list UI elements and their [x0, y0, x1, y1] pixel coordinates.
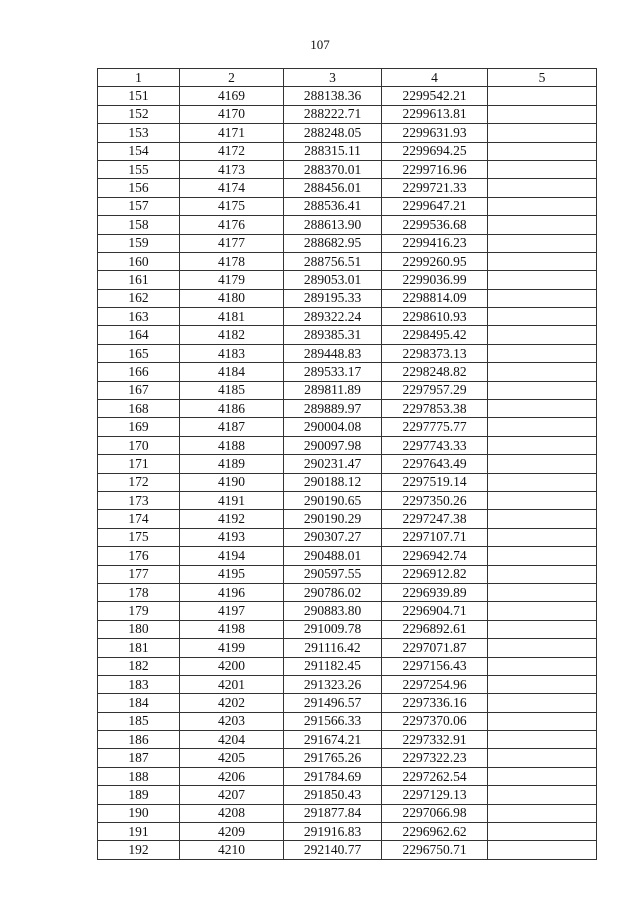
table-row [98, 252, 597, 270]
table-cell [488, 528, 597, 546]
table-cell: 4178 [180, 252, 284, 270]
table-cell: 2299694.25 [382, 142, 488, 160]
table-row [98, 694, 597, 712]
table-cell: 4169 [180, 87, 284, 105]
table-cell: 2299536.68 [382, 216, 488, 234]
table-cell: 192 [98, 841, 180, 859]
table-cell: 180 [98, 620, 180, 638]
table-cell: 291182.45 [284, 657, 382, 675]
table-cell [488, 400, 597, 418]
table-cell: 291916.83 [284, 823, 382, 841]
table-cell: 290786.02 [284, 583, 382, 601]
table-cell: 158 [98, 216, 180, 234]
table-cell [488, 767, 597, 785]
table-cell: 4209 [180, 823, 284, 841]
table-cell [488, 823, 597, 841]
table-row [98, 804, 597, 822]
table-cell: 173 [98, 491, 180, 509]
table-cell: 155 [98, 160, 180, 178]
table-cell: 2297350.26 [382, 491, 488, 509]
table-cell [488, 124, 597, 142]
table-cell: 289195.33 [284, 289, 382, 307]
table-row [98, 510, 597, 528]
table-cell: 2297254.96 [382, 675, 488, 693]
table-cell: 2296904.71 [382, 602, 488, 620]
table-cell: 2299716.96 [382, 160, 488, 178]
table-cell: 4170 [180, 105, 284, 123]
table-cell [488, 786, 597, 804]
table-cell: 2297107.71 [382, 528, 488, 546]
table-cell [488, 216, 597, 234]
table-cell: 4205 [180, 749, 284, 767]
table-row [98, 786, 597, 804]
table-cell: 174 [98, 510, 180, 528]
table-cell: 4202 [180, 694, 284, 712]
table-cell: 289322.24 [284, 308, 382, 326]
table-cell [488, 491, 597, 509]
table-cell: 153 [98, 124, 180, 142]
table-cell: 4177 [180, 234, 284, 252]
table-cell [488, 105, 597, 123]
table-cell: 291877.84 [284, 804, 382, 822]
table-cell: 2297262.54 [382, 767, 488, 785]
table-cell: 288456.01 [284, 179, 382, 197]
table-cell: 2296942.74 [382, 547, 488, 565]
table-cell: 291116.42 [284, 639, 382, 657]
table-row [98, 657, 597, 675]
table-cell: 2297775.77 [382, 418, 488, 436]
table-cell: 2299416.23 [382, 234, 488, 252]
table-cell: 290097.98 [284, 436, 382, 454]
table-cell: 2298814.09 [382, 289, 488, 307]
table-cell: 2297370.06 [382, 712, 488, 730]
column-header-1: 1 [98, 69, 180, 87]
table-cell: 2297957.29 [382, 381, 488, 399]
table-row [98, 620, 597, 638]
table-row [98, 767, 597, 785]
table-cell: 168 [98, 400, 180, 418]
table-cell: 2299613.81 [382, 105, 488, 123]
table-cell: 163 [98, 308, 180, 326]
table-cell: 2297643.49 [382, 455, 488, 473]
table-cell: 289533.17 [284, 363, 382, 381]
table-cell: 152 [98, 105, 180, 123]
table-row [98, 271, 597, 289]
table-cell [488, 804, 597, 822]
table-cell: 2297336.16 [382, 694, 488, 712]
table-cell: 291765.26 [284, 749, 382, 767]
table-cell [488, 179, 597, 197]
table-cell: 166 [98, 363, 180, 381]
table-cell: 291009.78 [284, 620, 382, 638]
table-cell [488, 841, 597, 859]
table-row [98, 216, 597, 234]
table-cell: 189 [98, 786, 180, 804]
table-cell: 185 [98, 712, 180, 730]
table-cell [488, 234, 597, 252]
table-cell [488, 418, 597, 436]
table-cell: 186 [98, 731, 180, 749]
table-cell: 4198 [180, 620, 284, 638]
table-cell: 4204 [180, 731, 284, 749]
table-cell: 4196 [180, 583, 284, 601]
table-cell: 179 [98, 602, 180, 620]
table-row [98, 675, 597, 693]
table-row [98, 124, 597, 142]
table-cell: 291850.43 [284, 786, 382, 804]
table-row [98, 583, 597, 601]
table-cell: 4171 [180, 124, 284, 142]
table-cell [488, 344, 597, 362]
table-cell: 2297853.38 [382, 400, 488, 418]
table-cell [488, 436, 597, 454]
table-cell: 4179 [180, 271, 284, 289]
table-cell [488, 749, 597, 767]
table-cell: 2299647.21 [382, 197, 488, 215]
table-row [98, 823, 597, 841]
table-cell: 290190.65 [284, 491, 382, 509]
table-cell [488, 289, 597, 307]
table-cell: 288370.01 [284, 160, 382, 178]
table-cell: 2296750.71 [382, 841, 488, 859]
table-cell: 4191 [180, 491, 284, 509]
table-row [98, 436, 597, 454]
table-cell: 4185 [180, 381, 284, 399]
table-cell: 4195 [180, 565, 284, 583]
table-cell: 291674.21 [284, 731, 382, 749]
coordinates-table [97, 68, 597, 860]
table-cell: 191 [98, 823, 180, 841]
table-row [98, 87, 597, 105]
table-cell: 2299721.33 [382, 179, 488, 197]
table-row [98, 400, 597, 418]
table-cell: 170 [98, 436, 180, 454]
table-cell: 2299542.21 [382, 87, 488, 105]
table-cell: 2297322.23 [382, 749, 488, 767]
table-cell: 2299631.93 [382, 124, 488, 142]
table-row [98, 160, 597, 178]
table-row [98, 142, 597, 160]
table-cell: 292140.77 [284, 841, 382, 859]
table-row [98, 326, 597, 344]
table-cell: 4210 [180, 841, 284, 859]
table-cell [488, 160, 597, 178]
table-cell: 177 [98, 565, 180, 583]
table-row [98, 418, 597, 436]
table-row [98, 749, 597, 767]
table-cell: 290597.55 [284, 565, 382, 583]
table-cell: 164 [98, 326, 180, 344]
table-cell: 290488.01 [284, 547, 382, 565]
table-cell [488, 197, 597, 215]
table-cell [488, 252, 597, 270]
table-cell: 4199 [180, 639, 284, 657]
table-cell: 2298495.42 [382, 326, 488, 344]
table-cell [488, 381, 597, 399]
table-cell: 290231.47 [284, 455, 382, 473]
column-header-4: 4 [382, 69, 488, 87]
table-cell: 2298373.13 [382, 344, 488, 362]
table-cell [488, 326, 597, 344]
table-cell: 2297156.43 [382, 657, 488, 675]
table-cell: 162 [98, 289, 180, 307]
table-cell: 4173 [180, 160, 284, 178]
table-cell: 2296892.61 [382, 620, 488, 638]
table-header-row [98, 69, 597, 87]
column-header-3: 3 [284, 69, 382, 87]
table-cell [488, 731, 597, 749]
table-cell: 2297332.91 [382, 731, 488, 749]
table-cell: 187 [98, 749, 180, 767]
table-row [98, 344, 597, 362]
table-cell: 2296912.82 [382, 565, 488, 583]
page-number: 107 [310, 37, 330, 52]
table-row [98, 381, 597, 399]
table-cell: 291784.69 [284, 767, 382, 785]
table-cell: 289448.83 [284, 344, 382, 362]
table-cell [488, 547, 597, 565]
table-cell: 2297519.14 [382, 473, 488, 491]
table-cell: 4200 [180, 657, 284, 675]
table-cell: 181 [98, 639, 180, 657]
table-cell: 4201 [180, 675, 284, 693]
table-row [98, 639, 597, 657]
table-cell: 4188 [180, 436, 284, 454]
column-header-5: 5 [488, 69, 597, 87]
table-cell [488, 142, 597, 160]
table-cell [488, 712, 597, 730]
table-cell: 167 [98, 381, 180, 399]
table-cell: 288248.05 [284, 124, 382, 142]
table-cell [488, 473, 597, 491]
table-cell: 183 [98, 675, 180, 693]
table-cell: 4207 [180, 786, 284, 804]
table-cell: 178 [98, 583, 180, 601]
table-cell: 289053.01 [284, 271, 382, 289]
table-cell: 172 [98, 473, 180, 491]
table-cell: 4189 [180, 455, 284, 473]
table-cell: 188 [98, 767, 180, 785]
table-cell: 4174 [180, 179, 284, 197]
table-cell: 4194 [180, 547, 284, 565]
table-cell: 4175 [180, 197, 284, 215]
table-cell: 4187 [180, 418, 284, 436]
table-cell: 184 [98, 694, 180, 712]
table-row [98, 731, 597, 749]
table-cell [488, 271, 597, 289]
table-row [98, 712, 597, 730]
table-cell: 151 [98, 87, 180, 105]
table-cell: 4176 [180, 216, 284, 234]
table-cell: 4183 [180, 344, 284, 362]
table-cell: 2297129.13 [382, 786, 488, 804]
table-cell: 156 [98, 179, 180, 197]
table-cell: 160 [98, 252, 180, 270]
table-row [98, 602, 597, 620]
table-cell: 291566.33 [284, 712, 382, 730]
table-cell: 290883.80 [284, 602, 382, 620]
table-cell: 288613.90 [284, 216, 382, 234]
table-cell [488, 657, 597, 675]
table-row [98, 473, 597, 491]
table-cell [488, 675, 597, 693]
table-cell: 291323.26 [284, 675, 382, 693]
table-cell: 157 [98, 197, 180, 215]
table-row [98, 565, 597, 583]
table-cell: 2298610.93 [382, 308, 488, 326]
table-cell: 4172 [180, 142, 284, 160]
table-cell: 4193 [180, 528, 284, 546]
table-cell: 4182 [180, 326, 284, 344]
table-cell: 190 [98, 804, 180, 822]
table-cell [488, 583, 597, 601]
table-cell: 161 [98, 271, 180, 289]
table-cell [488, 565, 597, 583]
table-cell: 176 [98, 547, 180, 565]
table-cell: 2296939.89 [382, 583, 488, 601]
table-cell: 4190 [180, 473, 284, 491]
table-cell [488, 602, 597, 620]
table-cell: 4197 [180, 602, 284, 620]
table-body [98, 87, 597, 859]
table-cell: 2296962.62 [382, 823, 488, 841]
table-cell: 289811.89 [284, 381, 382, 399]
table-cell: 290307.27 [284, 528, 382, 546]
table-cell: 2297071.87 [382, 639, 488, 657]
table-cell [488, 639, 597, 657]
table-row [98, 547, 597, 565]
table-row [98, 841, 597, 859]
table-cell: 4192 [180, 510, 284, 528]
table-cell: 290004.08 [284, 418, 382, 436]
table-cell: 2299036.99 [382, 271, 488, 289]
table-cell [488, 694, 597, 712]
table-cell: 2297247.38 [382, 510, 488, 528]
table-cell: 4186 [180, 400, 284, 418]
table-cell: 159 [98, 234, 180, 252]
table-row [98, 179, 597, 197]
column-header-2: 2 [180, 69, 284, 87]
table-row [98, 197, 597, 215]
table-cell: 169 [98, 418, 180, 436]
table-cell: 288682.95 [284, 234, 382, 252]
table-row [98, 363, 597, 381]
table-row [98, 528, 597, 546]
table-cell: 175 [98, 528, 180, 546]
table-cell: 289385.31 [284, 326, 382, 344]
table-cell: 2297066.98 [382, 804, 488, 822]
table-cell: 289889.97 [284, 400, 382, 418]
table-row [98, 455, 597, 473]
table-row [98, 105, 597, 123]
table-cell: 4181 [180, 308, 284, 326]
table-cell: 154 [98, 142, 180, 160]
table-cell: 290188.12 [284, 473, 382, 491]
table-cell: 290190.29 [284, 510, 382, 528]
table-cell: 4208 [180, 804, 284, 822]
table-cell [488, 363, 597, 381]
table-row [98, 234, 597, 252]
table-row [98, 491, 597, 509]
table-cell: 288536.41 [284, 197, 382, 215]
table-cell: 4180 [180, 289, 284, 307]
table-cell: 2298248.82 [382, 363, 488, 381]
table-cell: 2297743.33 [382, 436, 488, 454]
table-cell: 288756.51 [284, 252, 382, 270]
table-row [98, 289, 597, 307]
table-cell [488, 455, 597, 473]
table-cell [488, 620, 597, 638]
table-cell [488, 87, 597, 105]
table-cell: 182 [98, 657, 180, 675]
table-cell: 2299260.95 [382, 252, 488, 270]
table-cell: 288222.71 [284, 105, 382, 123]
table-cell: 288138.36 [284, 87, 382, 105]
table-cell: 4203 [180, 712, 284, 730]
table-row [98, 308, 597, 326]
table-cell: 288315.11 [284, 142, 382, 160]
table-cell: 4206 [180, 767, 284, 785]
table-cell [488, 510, 597, 528]
table-cell: 4184 [180, 363, 284, 381]
table-cell: 171 [98, 455, 180, 473]
table-cell [488, 308, 597, 326]
table-cell: 165 [98, 344, 180, 362]
table-cell: 291496.57 [284, 694, 382, 712]
